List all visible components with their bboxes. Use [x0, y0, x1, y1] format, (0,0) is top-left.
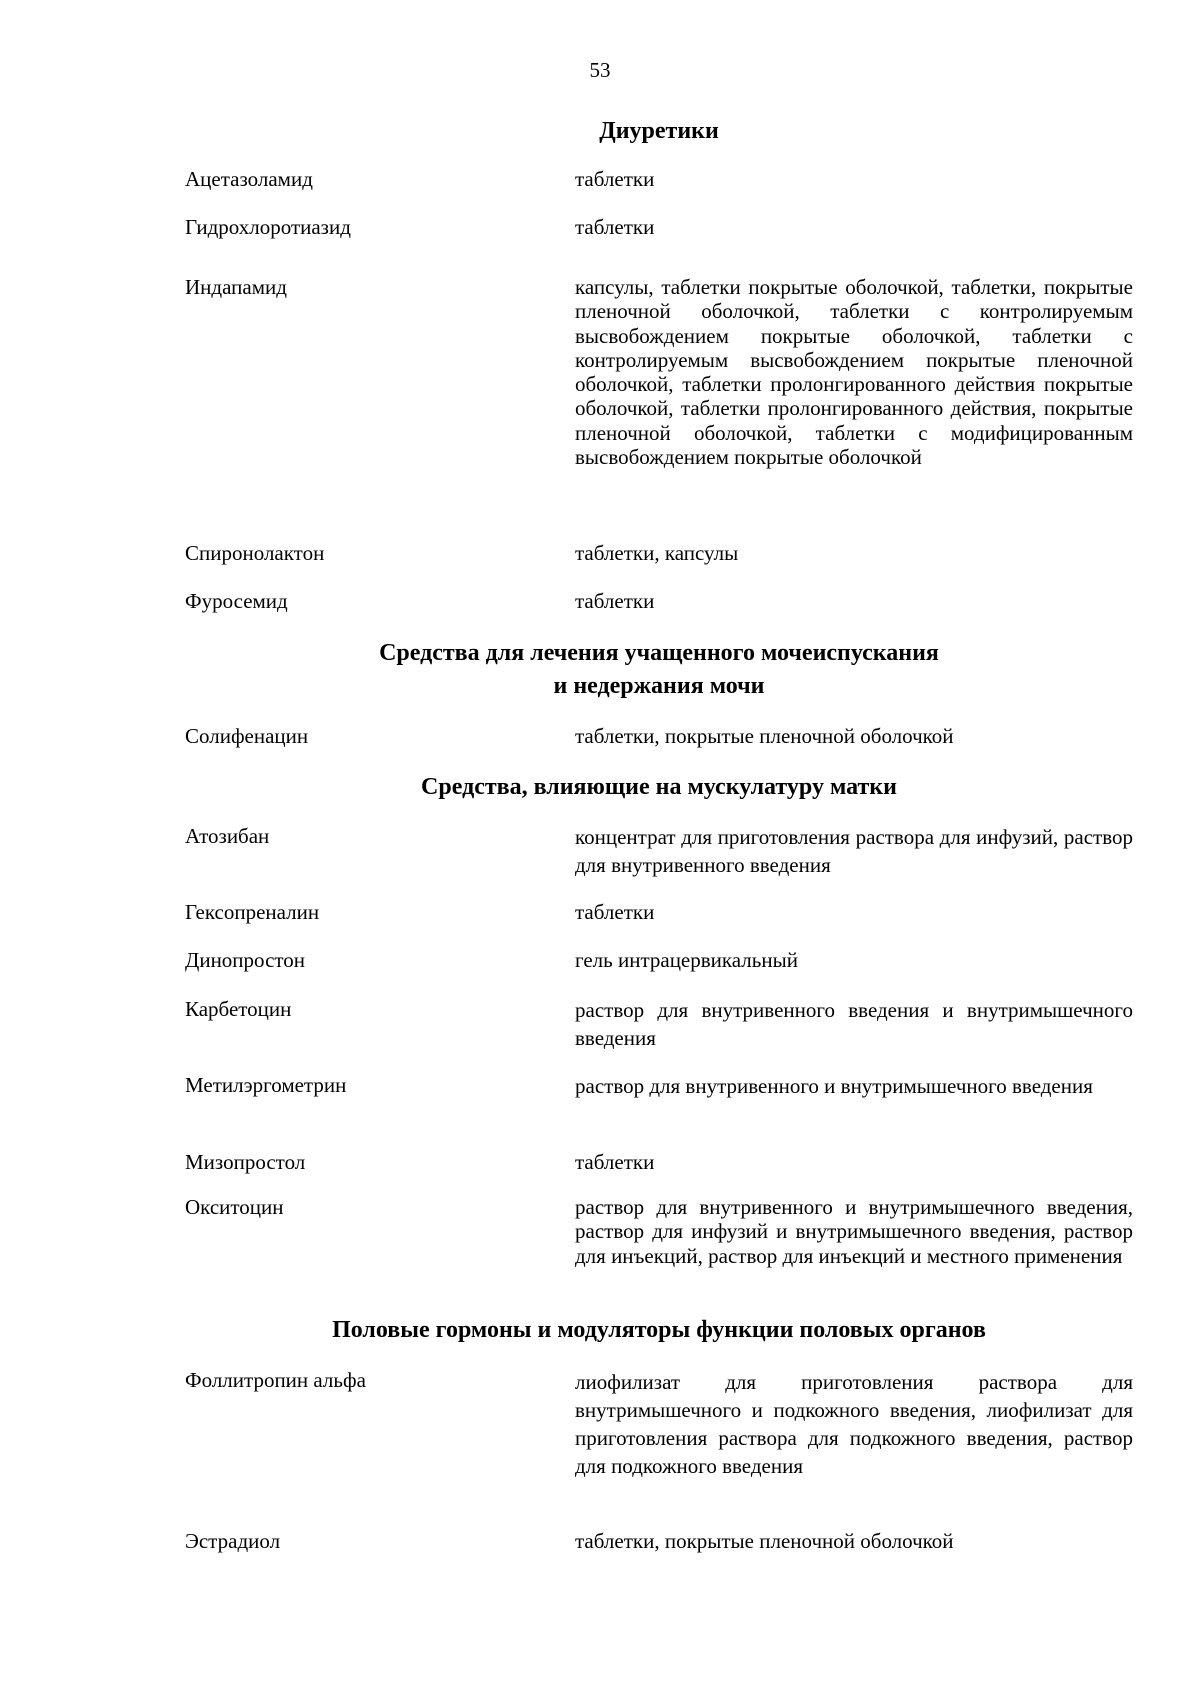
drug-form: раствор для внутривенного и внутримышечного введения, раствор для инфузий и внутримышечного введения, раствор для инъекций, раствор для инъекций и местного применения — [575, 1195, 1133, 1268]
drug-form: таблетки — [575, 215, 655, 239]
section-heading-line: Средства для лечения учащенного мочеиспускания — [379, 640, 939, 666]
drug-form: таблетки — [575, 900, 655, 924]
section-heading-urinary — [185, 637, 1133, 703]
drug-form: таблетки — [575, 589, 655, 613]
drug-name: Индапамид — [185, 275, 287, 299]
section-heading-uterus: Средства, влияющие на мускулатуру матки — [421, 774, 897, 800]
drug-form: концентрат для приготовления раствора для инфузий, раствор для внутривенного введения — [575, 825, 1133, 877]
drug-name: Динопростон — [185, 948, 306, 972]
drug-form: таблетки — [575, 167, 655, 191]
drug-name: Спиронолактон — [185, 541, 325, 565]
drug-form: таблетки — [575, 1150, 655, 1174]
section-heading-diuretics: Диуретики — [599, 118, 719, 144]
drug-form: таблетки, покрытые пленочной оболочкой — [575, 724, 954, 748]
drug-name: Гидрохлоротиазид — [185, 215, 351, 239]
drug-name: Атозибан — [185, 824, 270, 848]
drug-form: раствор для внутривенного и внутримышечного введения — [575, 1074, 1093, 1098]
section-heading-line: и недержания мочи — [553, 673, 765, 699]
drug-name: Фуросемид — [185, 589, 288, 613]
drug-name: Эстрадиол — [185, 1529, 281, 1553]
drug-name: Фоллитропин альфа — [185, 1368, 366, 1392]
drug-form: капсулы, таблетки покрытые оболочкой, таблетки, покрытые пленочной оболочкой, таблетки с контролируемым высвобождением покрытые оболочкой, таблетки с контролируемым высвобождением покрытые пленочной оболочкой, таблетки пролонгированного действия покрытые оболочкой, таблетки пролонгированного действия, покрытые пленочной оболочкой, таблетки с модифицированным высвобождением покрытые оболочкой — [575, 275, 1133, 470]
drug-form: лиофилизат для приготовления раствора для внутримышечного и подкожного введения, лиофилизат для приготовления раствора для подкожного введения, раствор для подкожного введения — [575, 1370, 1133, 1478]
drug-form: гель интрацервикальный — [575, 948, 798, 972]
drug-name: Окситоцин — [185, 1195, 284, 1219]
drug-name: Солифенацин — [185, 724, 309, 748]
section-heading-hormones: Половые гормоны и модуляторы функции половых органов — [332, 1317, 986, 1343]
drug-name: Метилэргометрин — [185, 1073, 347, 1097]
drug-name: Гексопреналин — [185, 900, 320, 924]
drug-name: Карбетоцин — [185, 997, 292, 1021]
drug-form: таблетки, капсулы — [575, 541, 739, 565]
drug-form: таблетки, покрытые пленочной оболочкой — [575, 1529, 954, 1553]
drug-name: Ацетазоламид — [185, 167, 313, 191]
drug-name: Мизопростол — [185, 1150, 306, 1174]
page-number: 53 — [589, 58, 611, 82]
drug-form: раствор для внутривенного введения и внутримышечного введения — [575, 998, 1133, 1050]
